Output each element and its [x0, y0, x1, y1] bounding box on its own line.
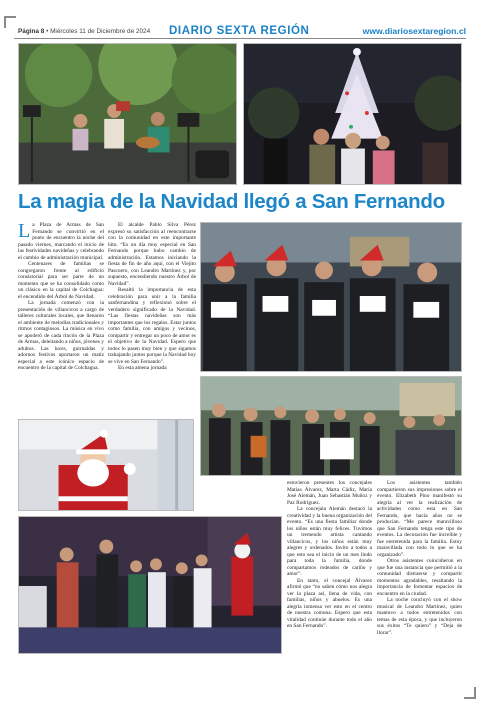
choir-audience-photo — [200, 376, 462, 476]
article-paragraph: La jornada comenzó con la presentación de villancicos a cargo de talleres culturales locales, que llenaron el ambiente de melodías tradicionales y ritmos contagiosos. La música en vivo se apoderó de cada rincón de la Plaza de Armas, deleitando a niños, jóvenes y adultos. Las luces, guirnaldas y adornos festivos aportaron un matiz especial a este icónico espacio de encuentro de la capital de Colchagua. — [18, 300, 104, 371]
article-paragraph: En tanto, el concejal Álvarez afirmó que “no saben cómo nos alegra ver la plaza así, llena de vida, con familias, niños y abuelos. Es una alegría inmensa ver esto en el centro de nuestra comuna. Espero que esta vitalidad continúe durante todo el año en San Fernando”. — [287, 577, 372, 629]
article-column-4 — [377, 480, 462, 636]
article-paragraph: El alcalde Pablo Silva Pérez expresó su satisfacción al reencontrarse con la comunidad en este importante hito. “Es un día muy especial en San Fernando porque hubo cambio de administración. Estamos iniciando la fiesta de fin de año aquí, con el Viejito Pascuero, con Leandro Martínez y, por supuesto, encendiendo nuestro Árbol de Navidad”. — [108, 222, 196, 287]
article-paragraph: En esta amena jornada — [118, 365, 167, 371]
article-paragraph: La concejala Alemán destacó la creatividad y la buena organización del evento. “Es una fiesta familiar donde los niños están muy felices. Tuvimos un tremendo artista cantando villancicos, y los niños están muy alegres y ordenados. Invito a todos a que esto sea el inicio de un mes lindo para toda la familia, donde compartamos rodeados de cariño y amor”. — [287, 506, 372, 577]
page-number-date: Página 8 • Miércoles 11 de Diciembre de 2024 — [18, 28, 151, 35]
drop-cap: L — [18, 220, 31, 242]
header-rule — [14, 38, 466, 39]
newspaper-name: DIARIO SEXTA REGIÓN — [169, 25, 310, 37]
issue-date: Miércoles 11 de Diciembre de 2024 — [50, 28, 151, 35]
article-paragraph: Centenares de familias se congregaron frente al edificio consistorial para ser parte de un momento que se ha consolidado como un clásico en la capital de Colchagua: el encendido del Árbol de Navidad. — [18, 261, 104, 300]
page-label: Página 8 — [18, 28, 45, 35]
stage-performers-santa-photo — [18, 516, 282, 654]
carolers-choir-photo — [200, 222, 462, 372]
headline: La magia de la Navidad llegó a San Fernando — [18, 190, 445, 213]
musicians-stage-photo — [18, 43, 237, 185]
article-paragraph: Resaltó la importancia de esta celebración para unir a la familia sanfernandina y reflexionó sobre el verdadero significado de la Navidad. “Las fiestas navideñas son más importantes que los regalos. Estar juntos como familia, con amigos y vecinos, compartir y entregar un poco de amor es el objetivo de la Navidad. Espero que todos lo pasen muy bien y que sigamos trabajando juntos porque la Navidad hoy se vive en San Fernando”. — [108, 287, 196, 365]
santa-claus-photo — [18, 419, 194, 511]
corner-mark-bottom-right — [464, 687, 476, 699]
website-link[interactable]: www.diariosextaregion.cl — [362, 26, 466, 36]
article-column-1 — [18, 222, 104, 372]
article-paragraph: La Plaza de Armas de San Fernando se convirtió en el punto de encuentro la noche del pasado viernes, marcando el inicio de las festividades navideñas y celebrando el cambio de administración municipal. — [18, 220, 104, 261]
article-paragraph: La noche concluyó con el show musical de Leandro Martínez, quien mantuvo a todos entretenidos con temas de esta época, y que incluyeron sus éxitos “Te quiero” y “Deja de llorar”. — [377, 597, 462, 636]
christmas-tree-family-photo — [243, 43, 462, 185]
article-paragraph: estuvieron presentes los concejales Matías Álvarez, Marta Cádiz, María José Alemán, Juan Sebastián Muñoz y Paz Rodríguez. — [287, 480, 372, 506]
article-column-2 — [108, 222, 196, 372]
article-column-3 — [287, 480, 372, 630]
page-header — [14, 22, 466, 42]
article-paragraph: Otros asistentes coincidieron en que fue una instancia que permitió a la comunidad distraerse y compartir momentos agradables, resaltando la importancia de fomentar espacios de encuentro en la ciudad. — [377, 558, 462, 597]
article-paragraph: Los asistentes también compartieron sus impresiones sobre el evento. Elizabeth Pino manifestó su alegría al ver la realización de actividades como esta en San Fernando, que hacía años no se producían. “Me parece maravilloso que San Fernando tenga este tipo de eventos. La decoración fue increíble y fue entretenida para la familia. Estoy maravillada con todo lo que se ha organizado”. — [377, 480, 462, 558]
